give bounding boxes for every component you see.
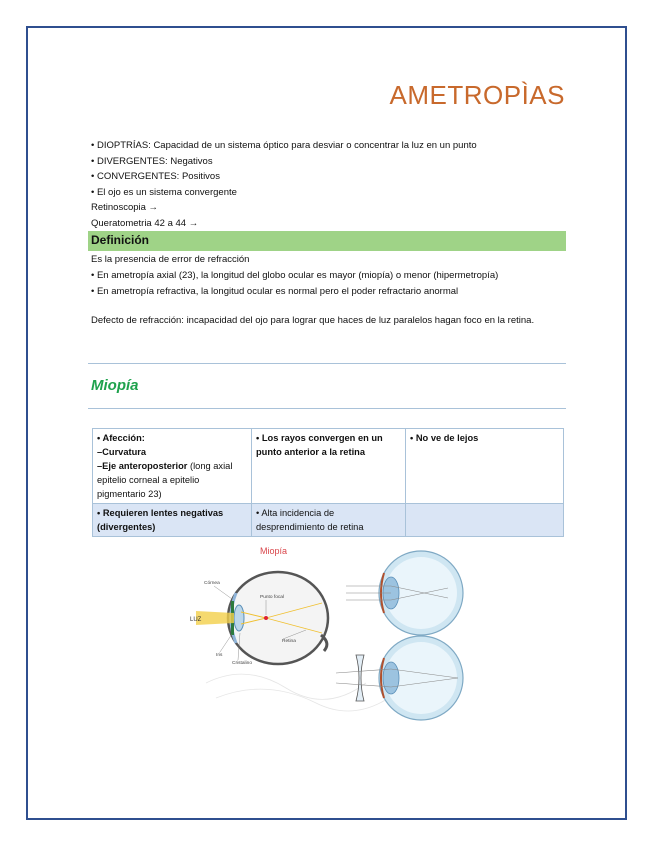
definition-heading: Definición — [91, 233, 150, 247]
myopia-figure — [186, 543, 471, 723]
page-title: AMETROPÌAS — [389, 80, 565, 110]
table-cell-rayos — [252, 429, 406, 504]
eye-uncorrected — [346, 551, 463, 635]
label-retina: Retina — [282, 639, 296, 644]
intro-line-ojo: • El ojo es un sistema convergente — [91, 186, 237, 198]
intro-line-queratometria: Queratometria 42 a 44 → — [91, 217, 199, 229]
figure-title: Miopía — [260, 546, 288, 556]
rayos-text: • Los rayos convergen en un punto anterior a la retina — [256, 433, 383, 457]
eye-corrected — [336, 636, 463, 720]
label-cornea: Córnea — [204, 581, 220, 586]
section-divider-top — [88, 363, 566, 364]
section-divider-bottom — [88, 408, 566, 409]
miopia-heading: Miopía — [91, 377, 139, 394]
definition-line-refractiva: • En ametropía refractiva, la longitud ocular es normal pero el poder refractario anormal — [91, 286, 459, 297]
label-luz: LUZ — [190, 617, 202, 623]
intro-line-divergentes: • DIVERGENTES: Negativos — [91, 155, 213, 167]
definition-list — [91, 252, 566, 300]
definition-line-axial: • En ametropía axial (23), la longitud del globo ocular es mayor (miopía) o menor (hipermetropía) — [91, 270, 499, 281]
intro-line-retinoscopia: Retinoscopia → — [91, 202, 159, 213]
lejos-text: • No ve de lejos — [410, 433, 479, 443]
miopia-table — [92, 428, 564, 537]
afeccion-curvatura: –Curvatura — [97, 447, 147, 457]
table-row — [93, 504, 564, 537]
defect-paragraph: Defecto de refracción: incapacidad del ojo para lograr que haces de luz paralelos hagan foco en la retina. — [91, 315, 535, 326]
table-cell-lejos — [406, 429, 564, 504]
label-cristalino: Cristalino — [232, 661, 252, 666]
afeccion-eje: –Eje anteroposterior — [97, 461, 188, 471]
afeccion-title: • Afección: — [97, 433, 145, 443]
table-cell-empty — [406, 504, 564, 537]
intro-line-convergentes: • CONVERGENTES: Positivos — [91, 171, 220, 182]
label-punto-focal: Punto focal — [260, 595, 285, 600]
desprendimiento-text: • Alta incidencia de desprendimiento de retina — [256, 508, 364, 532]
definition-heading-bar — [88, 231, 566, 251]
table-row — [93, 429, 564, 504]
definition-line: Es la presencia de error de refracción — [91, 254, 250, 265]
lentes-text: • Requieren lentes negativas (divergentes) — [97, 508, 224, 532]
myopia-diagram — [186, 543, 471, 723]
label-iris: Iris — [216, 653, 223, 658]
table-cell-afeccion — [93, 429, 252, 504]
background-sketch — [206, 674, 396, 711]
table-cell-lentes — [93, 504, 252, 537]
table-cell-desprendimiento — [252, 504, 406, 537]
intro-list — [91, 138, 571, 231]
afeccion-eje-detail: (long axial epitelio corneal a epitelio pigmentario 23) — [97, 461, 233, 499]
concave-lens-icon — [356, 655, 364, 701]
intro-line-dioptrias: • DIOPTRÍAS: Capacidad de un sistema óptico para desviar o concentrar la luz en un punto — [91, 140, 477, 151]
